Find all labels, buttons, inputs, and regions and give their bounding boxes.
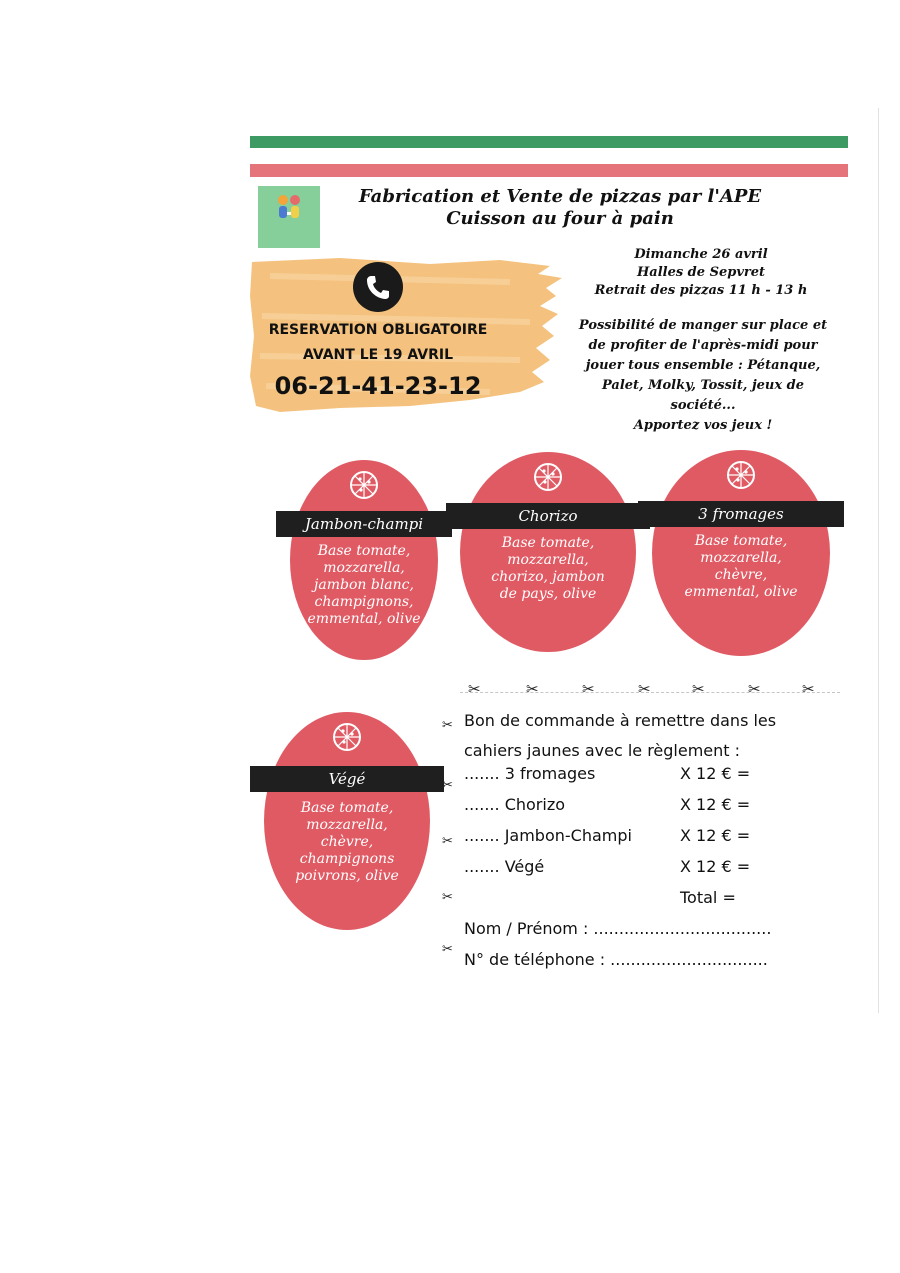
activities-line-3: jouer tous ensemble : Pétanque, — [585, 358, 821, 373]
scissors-icon: ✂ — [442, 942, 453, 957]
pizza-icon — [332, 722, 362, 752]
scissors-icon: ✂ — [442, 834, 453, 849]
title-line-2: Cuisson au four à pain — [446, 208, 674, 229]
activities-line-6: Apportez vos jeux ! — [633, 418, 773, 433]
pizza-card-chorizo — [460, 452, 636, 652]
order-item-label: ....... 3 fromages — [464, 764, 596, 783]
order-item-label: ....... Végé — [464, 857, 545, 876]
pizza-icon — [533, 462, 563, 492]
pizza-name: Jambon-champi — [276, 511, 452, 537]
reservation-phone: 06-21-41-23-12 — [274, 372, 482, 400]
order-total-label: Total = — [680, 888, 736, 907]
ingredient-line: mozzarella, — [306, 817, 388, 833]
ingredient-line: emmental, olive — [684, 584, 798, 600]
pizza-icon — [726, 460, 756, 490]
pizza-ingredients — [470, 535, 626, 603]
scissors-icon: ✂ — [802, 680, 815, 698]
pizza-ingredients — [274, 800, 420, 885]
ape-logo — [258, 186, 320, 248]
pizza-card-3-fromages — [652, 450, 830, 656]
pizza-name: Végé — [250, 766, 444, 792]
flyer-title — [330, 186, 790, 230]
scissors-icon: ✂ — [526, 680, 539, 698]
pizza-name: 3 fromages — [638, 501, 844, 527]
order-line-chorizo — [464, 795, 751, 814]
page-edge-line — [878, 108, 879, 1013]
scissors-icon: ✂ — [442, 718, 453, 733]
pizza-card-vege — [264, 712, 430, 930]
order-form-intro — [464, 706, 844, 766]
scissors-icon: ✂ — [468, 680, 481, 698]
ingredient-line: chèvre, — [320, 834, 374, 850]
order-intro-line-1: Bon de commande à remettre dans les — [464, 711, 777, 730]
reservation-line-1: RESERVATION OBLIGATOIRE — [268, 322, 488, 338]
ingredient-line: Base tomate, — [300, 800, 394, 816]
pizza-card-jambon-champi — [290, 460, 438, 660]
order-line-vege — [464, 857, 751, 876]
ingredient-line: chèvre, — [714, 567, 768, 583]
ingredient-line: mozzarella, — [323, 560, 405, 576]
ingredient-line: Base tomate, — [317, 543, 411, 559]
order-line-3-fromages — [464, 764, 751, 783]
order-intro-line-2: cahiers jaunes avec le règlement : — [464, 741, 741, 760]
reservation-notice — [262, 318, 494, 368]
order-item-label: ....... Jambon-Champi — [464, 826, 632, 845]
title-line-1: Fabrication et Vente de pizzas par l'APE — [358, 186, 762, 207]
ingredient-line: champignons — [299, 851, 395, 867]
phone-icon — [353, 262, 403, 312]
ingredient-line: Base tomate, — [501, 535, 595, 551]
activities-line-2: de profiter de l'après-midi pour — [588, 338, 818, 353]
scissors-icon: ✂ — [748, 680, 761, 698]
order-item-label: ....... Chorizo — [464, 795, 565, 814]
ingredient-line: chorizo, jambon — [491, 569, 605, 585]
green-stripe — [250, 136, 848, 148]
ingredient-line: Base tomate, — [694, 533, 788, 549]
scissors-icon: ✂ — [442, 890, 453, 905]
order-item-price: X 12 € = — [680, 795, 751, 814]
scissors-row — [464, 680, 834, 702]
phone-field: N° de téléphone : ............................... — [464, 950, 768, 969]
pizza-icon — [349, 470, 379, 500]
ingredient-line: mozzarella, — [700, 550, 782, 566]
red-stripe — [250, 164, 848, 177]
ingredient-line: jambon blanc, — [314, 577, 414, 593]
activities-line-1: Possibilité de manger sur place et — [578, 318, 828, 333]
reservation-line-2: AVANT LE 19 AVRIL — [302, 347, 454, 363]
ingredient-line: champignons, — [314, 594, 414, 610]
children-icon — [258, 186, 320, 232]
scissors-icon: ✂ — [582, 680, 595, 698]
pizza-ingredients — [300, 543, 428, 628]
activities-text — [568, 316, 838, 436]
event-pickup: Retrait des pizzas 11 h - 13 h — [594, 283, 808, 298]
ingredient-line: de pays, olive — [499, 586, 597, 602]
pizza-ingredients — [662, 533, 820, 601]
event-details — [566, 246, 836, 300]
ingredient-line: poivrons, olive — [295, 868, 399, 884]
order-item-price: X 12 € = — [680, 764, 751, 783]
order-item-price: X 12 € = — [680, 826, 751, 845]
name-field: Nom / Prénom : ................................... — [464, 919, 772, 938]
scissors-icon: ✂ — [692, 680, 705, 698]
activities-line-4: Palet, Molky, Tossit, jeux de — [601, 378, 805, 393]
order-item-price: X 12 € = — [680, 857, 751, 876]
scissors-icon: ✂ — [638, 680, 651, 698]
event-date: Dimanche 26 avril — [634, 247, 768, 262]
pizza-name: Chorizo — [446, 503, 650, 529]
ingredient-line: mozzarella, — [507, 552, 589, 568]
order-line-jambon-champi — [464, 826, 751, 845]
event-place: Halles de Sepvret — [636, 265, 765, 280]
activities-line-5: société... — [670, 398, 736, 413]
scissors-icon: ✂ — [442, 778, 453, 793]
ingredient-line: emmental, olive — [307, 611, 421, 627]
